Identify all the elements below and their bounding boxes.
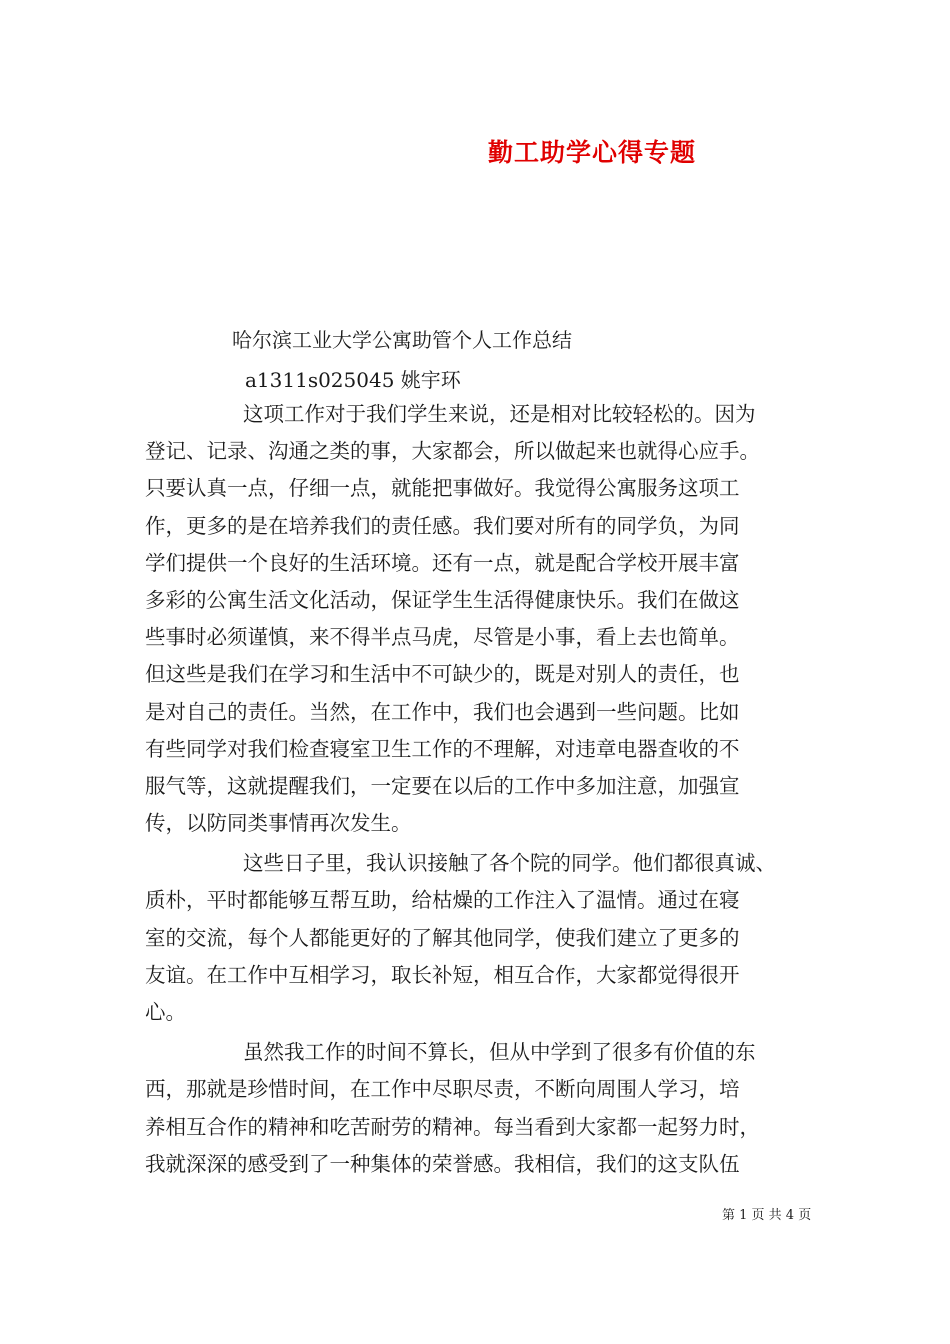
text-line: 这项工作对于我们学生来说，还是相对比较轻松的。因为 [243, 402, 756, 426]
text-line: 只要认真一点，仔细一点，就能把事做好。我觉得公寓服务这项工 [145, 476, 740, 501]
text-line: 有些同学对我们检查寝室卫生工作的不理解，对违章电器查收的不 [145, 736, 740, 761]
text-line: 室的交流，每个人都能更好的了解其他同学，使我们建立了更多的 [145, 925, 740, 950]
text-line: 学们提供一个良好的生活环境。还有一点，就是配合学校开展丰富 [145, 550, 740, 575]
text-line: 多彩的公寓生活文化活动，保证学生生活得健康快乐。我们在做这 [145, 587, 740, 612]
paragraph [145, 845, 825, 1031]
text-line: 这些日子里，我认识接触了各个院的同学。他们都很真诚、 [243, 851, 776, 876]
document-subtitle: 哈尔滨工业大学公寓助管个人工作总结 [232, 328, 572, 352]
text-line: 登记、记录、沟通之类的事，大家都会，所以做起来也就得心应手。 [145, 439, 760, 464]
document-body [145, 396, 825, 1183]
paragraph [145, 1034, 825, 1183]
text-line: 服气等，这就提醒我们，一定要在以后的工作中多加注意，加强宣 [145, 773, 740, 798]
author-line: a1311s025045 姚宇环 [245, 368, 461, 392]
document-title: 勤工助学心得专题 [488, 138, 697, 167]
paragraph [145, 396, 825, 842]
text-line: 传，以防同类事情再次发生。 [145, 811, 412, 836]
page-indicator: 第 1 页 共 4 页 [722, 1208, 812, 1223]
text-line: 我就深深的感受到了一种集体的荣誉感。我相信，我们的这支队伍 [145, 1151, 740, 1176]
text-line: 作，更多的是在培养我们的责任感。我们要对所有的同学负，为同 [145, 513, 740, 538]
text-line: 心。 [145, 1000, 186, 1024]
text-line: 西，那就是珍惜时间，在工作中尽职尽责，不断向周围人学习，培 [145, 1077, 740, 1102]
text-line: 养相互合作的精神和吃苦耐劳的精神。每当看到大家都一起努力时， [145, 1114, 760, 1139]
text-line: 但这些是我们在学习和生活中不可缺少的，既是对别人的责任，也 [145, 662, 740, 687]
text-line: 友谊。在工作中互相学习，取长补短，相互合作，大家都觉得很开 [145, 962, 740, 987]
text-line: 是对自己的责任。当然，在工作中，我们也会遇到一些问题。比如 [145, 699, 740, 724]
text-line: 些事时必须谨慎，来不得半点马虎，尽管是小事，看上去也简单。 [145, 625, 740, 650]
text-line: 虽然我工作的时间不算长，但从中学到了很多有价值的东 [243, 1040, 756, 1065]
text-line: 质朴，平时都能够互帮互助，给枯燥的工作注入了温情。通过在寝 [145, 888, 740, 913]
